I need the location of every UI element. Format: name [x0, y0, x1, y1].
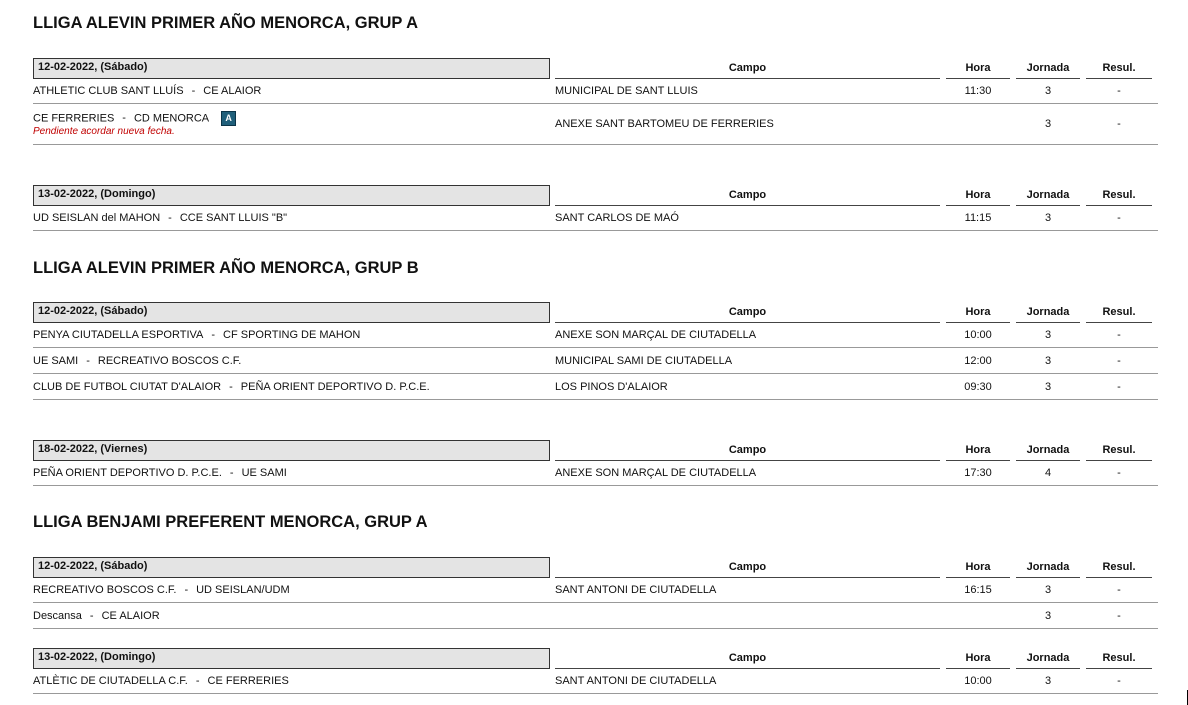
match-teams	[33, 329, 555, 341]
home-team: UE SAMI	[33, 354, 79, 367]
hora-cell: 17:30	[964, 466, 992, 479]
date-header: 12-02-2022, (Sábado)	[33, 557, 550, 578]
resul-header: Resul.	[1086, 557, 1152, 578]
away-team: PEÑA ORIENT DEPORTIVO D. P.C.E.	[240, 380, 430, 393]
campo-cell: ANEXE SON MARÇAL DE CIUTADELLA	[555, 328, 757, 341]
resul-cell: -	[1117, 674, 1121, 687]
hora-header: Hora	[946, 185, 1010, 206]
match-teams	[33, 467, 555, 479]
campo-header: Campo	[555, 58, 940, 79]
resul-header: Resul.	[1086, 58, 1152, 79]
campo-header: Campo	[555, 185, 940, 206]
match-teams	[33, 610, 555, 622]
home-team: CLUB DE FUTBOL CIUTAT D'ALAIOR	[33, 380, 222, 393]
separator: -	[191, 84, 196, 97]
match-row	[33, 668, 1158, 694]
match-teams	[33, 381, 555, 393]
match-block	[33, 440, 1158, 486]
match-teams	[33, 584, 555, 596]
separator: -	[211, 328, 216, 341]
resul-cell: -	[1117, 84, 1121, 97]
jornada-cell: 3	[1044, 674, 1052, 687]
campo-header: Campo	[555, 440, 940, 461]
home-team: CE FERRERIES	[33, 112, 115, 125]
campo-cell: MUNICIPAL DE SANT LLUIS	[555, 84, 698, 97]
home-team: ATHLETIC CLUB SANT LLUÍS	[33, 84, 184, 97]
match-row	[33, 460, 1158, 486]
jornada-header: Jornada	[1016, 648, 1080, 669]
hora-header: Hora	[946, 557, 1010, 578]
resul-cell: -	[1117, 211, 1121, 224]
match-row	[33, 603, 1158, 629]
jornada-header: Jornada	[1016, 58, 1080, 79]
away-team: CF SPORTING DE MAHON	[223, 328, 361, 341]
match-row	[33, 577, 1158, 603]
resul-cell: -	[1117, 380, 1121, 393]
campo-cell: ANEXE SANT BARTOMEU DE FERRERIES	[555, 118, 774, 130]
separator: -	[229, 466, 234, 479]
home-team: UD SEISLAN del MAHON	[33, 211, 161, 224]
home-team: RECREATIVO BOSCOS C.F.	[33, 583, 177, 596]
jornada-cell: 3	[1044, 380, 1052, 393]
info-badge-icon[interactable]: A	[221, 111, 236, 126]
match-row	[33, 205, 1158, 231]
hora-cell: 11:30	[964, 84, 992, 97]
match-teams	[33, 355, 555, 367]
resul-cell: -	[1117, 118, 1121, 130]
block-header	[33, 557, 1158, 577]
jornada-header: Jornada	[1016, 302, 1080, 323]
jornada-cell: 3	[1044, 211, 1052, 224]
resul-header: Resul.	[1086, 185, 1152, 206]
home-team: PEÑA ORIENT DEPORTIVO D. P.C.E.	[33, 466, 222, 479]
match-block	[33, 302, 1158, 400]
hora-cell: 11:15	[964, 211, 992, 224]
separator: -	[195, 674, 200, 687]
match-teams	[33, 85, 555, 97]
campo-header: Campo	[555, 648, 940, 669]
separator: -	[168, 211, 172, 224]
resul-header: Resul.	[1086, 440, 1152, 461]
hora-header: Hora	[946, 302, 1010, 323]
campo-cell: SANT ANTONI DE CIUTADELLA	[555, 583, 717, 596]
section-title: LLIGA ALEVIN PRIMER AÑO MENORCA, GRUP A	[33, 14, 419, 32]
campo-cell: MUNICIPAL SAMI DE CIUTADELLA	[555, 354, 733, 367]
match-row	[33, 374, 1158, 400]
match-row	[33, 78, 1158, 104]
campo-cell: SANT ANTONI DE CIUTADELLA	[555, 674, 717, 687]
jornada-cell: 3	[1044, 609, 1052, 622]
away-team: UD SEISLAN/UDM	[196, 583, 290, 596]
section-title: LLIGA BENJAMI PREFERENT MENORCA, GRUP A	[33, 513, 428, 531]
away-team: RECREATIVO BOSCOS C.F.	[97, 354, 242, 367]
campo-header: Campo	[555, 557, 940, 578]
home-team: ATLÈTIC DE CIUTADELLA C.F.	[33, 674, 188, 687]
away-team: CE FERRERIES	[207, 674, 289, 687]
separator: -	[229, 380, 233, 393]
campo-cell: ANEXE SON MARÇAL DE CIUTADELLA	[555, 466, 757, 479]
block-header	[33, 440, 1158, 460]
resul-cell: -	[1117, 583, 1121, 596]
match-row	[33, 348, 1158, 374]
match-block	[33, 185, 1158, 231]
block-header	[33, 648, 1158, 668]
campo-header: Campo	[555, 302, 940, 323]
resul-cell: -	[1117, 354, 1121, 367]
hora-cell: 09:30	[964, 380, 992, 393]
date-header: 13-02-2022, (Domingo)	[33, 185, 550, 206]
jornada-cell: 3	[1044, 354, 1052, 367]
campo-cell: SANT CARLOS DE MAÓ	[555, 211, 679, 224]
date-header: 12-02-2022, (Sábado)	[33, 302, 550, 323]
away-team: CE ALAIOR	[203, 84, 262, 97]
match-row	[33, 104, 1158, 145]
resul-cell: -	[1117, 328, 1121, 341]
hora-header: Hora	[946, 58, 1010, 79]
campo-cell: LOS PINOS D'ALAIOR	[555, 380, 668, 393]
hora-cell: 10:00	[964, 328, 992, 341]
jornada-cell: 3	[1044, 84, 1052, 97]
separator: -	[89, 609, 94, 622]
match-teams	[33, 675, 555, 687]
match-teams	[33, 111, 555, 137]
jornada-cell: 3	[1044, 328, 1052, 341]
away-team: CE ALAIOR	[101, 609, 160, 622]
date-header: 18-02-2022, (Viernes)	[33, 440, 550, 461]
resul-header: Resul.	[1086, 648, 1152, 669]
section-title: LLIGA ALEVIN PRIMER AÑO MENORCA, GRUP B	[33, 259, 419, 277]
resul-cell: -	[1117, 466, 1121, 479]
hora-cell: 16:15	[964, 583, 992, 596]
away-team: CD MENORCA	[133, 112, 210, 125]
date-header: 13-02-2022, (Domingo)	[33, 648, 550, 669]
block-header	[33, 302, 1158, 322]
resul-header: Resul.	[1086, 302, 1152, 323]
match-row	[33, 322, 1158, 348]
resul-cell: -	[1117, 609, 1121, 622]
hora-header: Hora	[946, 648, 1010, 669]
separator: -	[184, 583, 189, 596]
away-team: CCE SANT LLUIS "B"	[179, 211, 288, 224]
jornada-header: Jornada	[1016, 440, 1080, 461]
jornada-cell: 3	[1044, 118, 1052, 130]
hora-cell: 12:00	[964, 354, 992, 367]
match-teams	[33, 212, 555, 224]
hora-cell: 10:00	[964, 674, 992, 687]
match-block	[33, 557, 1158, 629]
block-header	[33, 185, 1158, 205]
jornada-cell: 4	[1044, 466, 1052, 479]
date-header: 12-02-2022, (Sábado)	[33, 58, 550, 79]
home-team: Descansa	[33, 609, 82, 622]
away-team: UE SAMI	[241, 466, 287, 479]
hora-header: Hora	[946, 440, 1010, 461]
jornada-cell: 3	[1044, 583, 1052, 596]
separator: -	[86, 354, 90, 367]
separator: -	[122, 112, 126, 125]
block-header	[33, 58, 1158, 78]
jornada-header: Jornada	[1016, 185, 1080, 206]
match-note: Pendiente acordar nueva fecha.	[33, 126, 175, 137]
match-block	[33, 648, 1158, 694]
match-block	[33, 58, 1158, 145]
jornada-header: Jornada	[1016, 557, 1080, 578]
home-team: PENYA CIUTADELLA ESPORTIVA	[33, 328, 204, 341]
